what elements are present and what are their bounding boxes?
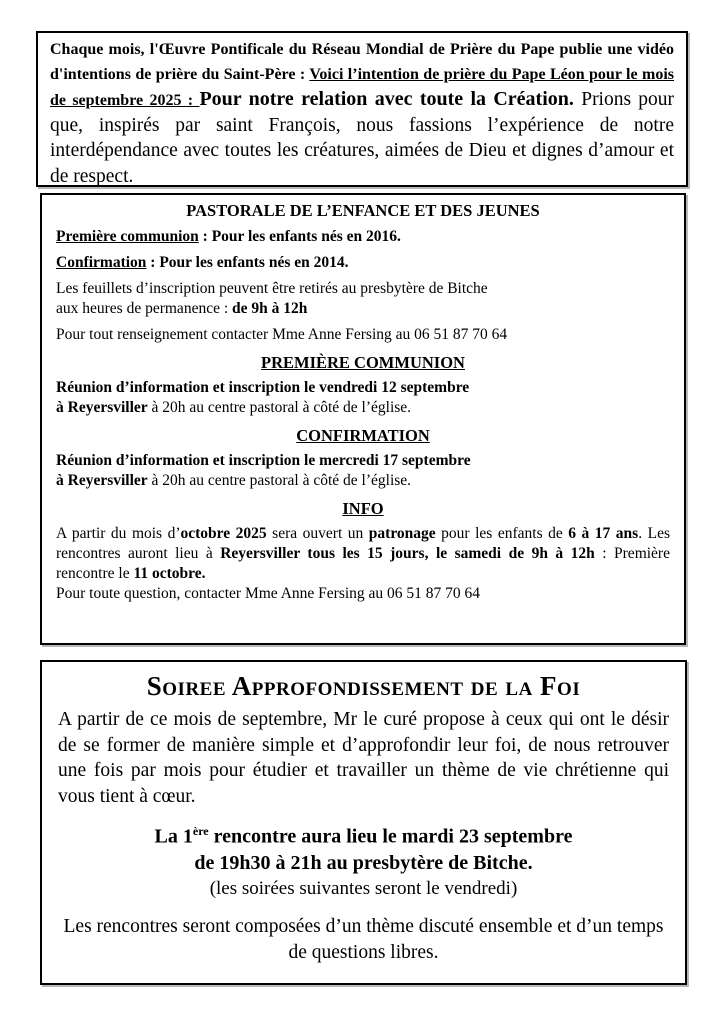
conf-reunion-line1: Réunion d’information et inscription le mercredi 17 septembre: [56, 452, 471, 469]
info-b2: patronage: [368, 525, 436, 542]
soiree-meeting-block: [58, 818, 669, 876]
feuillets-line2-text: aux heures de permanence :: [56, 300, 233, 317]
conf-reunion-line2: [56, 471, 670, 491]
pc-reunion-details: à 20h au centre pastoral à côté de l’église.: [147, 399, 412, 416]
confirmation-text: : Pour les enfants nés en 2014.: [146, 254, 349, 271]
soiree-outro-paragraph: Les rencontres seront composées d’un thème discuté ensemble et d’un temps de questions libres.: [63, 915, 664, 963]
intention-body-text: Prions pour que, inspirés par saint François, nous fassions l’expérience de notre interdépendance avec toutes les créatures, aimées de Dieu et dignes d’amour et de respect.: [50, 89, 675, 187]
conf-reunion-details: à 20h au centre pastoral à côté de l’église.: [147, 472, 412, 489]
meeting-line1-pre: La 1: [154, 825, 193, 848]
premiere-communion-text: : Pour les enfants nés en 2016.: [198, 228, 401, 245]
intention-intro-text: Chaque mois, l'Œuvre Pontificale du Réseau Mondial de Prière du Pape publie une vidéo d'intentions de prière du Saint-Père :: [50, 41, 674, 83]
info-r2: sera ouvert un: [266, 525, 369, 542]
info-r5: : Première rencontre le: [56, 545, 670, 582]
info-section-heading: [56, 499, 670, 519]
info-b5: 11 octobre.: [133, 565, 206, 582]
pc-reunion-place: à Reyersviller: [56, 399, 148, 416]
premiere-communion-section-title: PREMIÈRE COMMUNION: [261, 353, 465, 372]
confirmation-section-title: CONFIRMATION: [296, 426, 430, 445]
feuillets-line1: Les feuillets d’inscription peuvent être retirés au presbytère de Bitche: [56, 280, 488, 297]
info-paragraph: [56, 524, 670, 584]
info-r1: A partir du mois d’: [56, 525, 181, 542]
intention-link[interactable]: Voici l’intention de prière du Pape Léon pour le mois de septembre 2025 :: [50, 65, 674, 109]
info-r4: . Les rencontres auront lieu à: [56, 525, 670, 562]
info-b3: 6 à 17 ans: [568, 525, 639, 542]
premiere-communion-section-heading: [56, 353, 670, 373]
pc-reunion-line2: [56, 398, 670, 418]
intention-box: [36, 31, 688, 187]
info-b1: octobre 2025: [180, 525, 267, 542]
info-b4: Reyersviller tous les 15 jours, le samedi de 9h à 12h: [220, 545, 595, 562]
conf-reunion-place: à Reyersviller: [56, 472, 148, 489]
soiree-meeting-line2: de 19h30 à 21h au presbytère de Bitche.: [194, 851, 533, 874]
pastorale-box: [40, 193, 686, 645]
confirmation-line: [56, 253, 670, 273]
premiere-communion-line: [56, 227, 670, 247]
intention-paragraph: [50, 38, 674, 187]
meeting-ordinal-sup: ère: [192, 824, 209, 838]
pastorale-contact-line: Pour tout renseignement contacter Mme Anne Fersing au 06 51 87 70 64: [56, 326, 508, 343]
soiree-title: Soiree Approfondissement de la Foi: [146, 671, 581, 701]
feuillets-paragraph: [56, 279, 670, 319]
pc-reunion-line1: Réunion d’information et inscription le vendredi 12 septembre: [56, 379, 470, 396]
confirmation-label: Confirmation: [56, 254, 147, 271]
meeting-line1-post: rencontre aura lieu le mardi 23 septembre: [208, 825, 573, 848]
soiree-note-line: (les soirées suivantes seront le vendredi): [209, 877, 518, 899]
soiree-box: [40, 660, 687, 985]
premiere-communion-reunion: [56, 378, 670, 418]
soiree-meeting-line1: [58, 818, 669, 850]
info-contact-line: Pour toute question, contacter Mme Anne Fersing au 06 51 87 70 64: [56, 585, 481, 602]
soiree-intro-paragraph: A partir de ce mois de septembre, Mr le curé propose à ceux qui ont le désir de se former de manière simple et d’approfondir leur foi, de nous retrouver une fois par mois pour étudier et travailler un thème de vie chrétienne qui vous tient à cœur.: [58, 709, 669, 807]
intention-title-text: Pour notre relation avec toute la Création.: [199, 88, 582, 110]
premiere-communion-label: Première communion: [56, 228, 199, 245]
feuillets-line2: [56, 299, 670, 319]
feuillets-hours: de 9h à 12h: [232, 300, 308, 317]
pastorale-title: PASTORALE DE L’ENFANCE ET DES JEUNES: [186, 201, 540, 220]
info-r3: pour les enfants de: [435, 525, 569, 542]
confirmation-reunion: [56, 451, 670, 491]
confirmation-section-heading: [56, 426, 670, 446]
info-section-title: INFO: [342, 499, 384, 518]
